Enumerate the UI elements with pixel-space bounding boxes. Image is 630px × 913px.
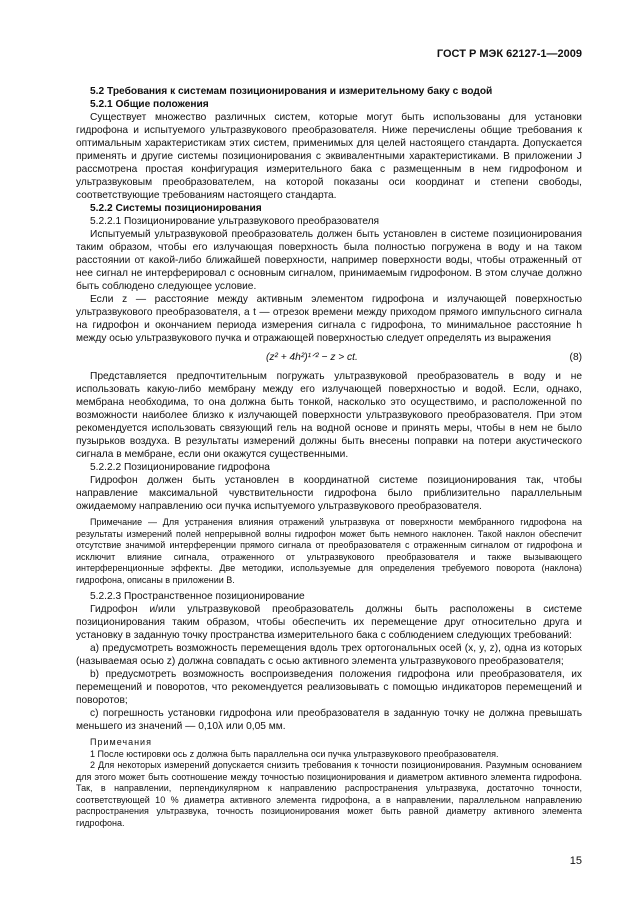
formula bbox=[76, 349, 582, 367]
paragraph: Если z — расстояние между активным элементом гидрофона и излучающей поверхностью ультразвукового преобразователя, а t — отрезок времени между приходом прямого импульсного сигнала на гидрофон и окончанием периода измерения сигнала с гидрофона, то минимальное расстояние h между осью ультразвукового пучка и отражающей поверхностью следует определять из выражения bbox=[76, 294, 582, 344]
page-number: 15 bbox=[569, 855, 582, 867]
notes-block bbox=[76, 737, 582, 829]
section-heading-5-2-2: 5.2.2 Системы позиционирования bbox=[90, 203, 262, 214]
subsection-heading: 5.2.2.1 Позиционирование ультразвукового преобразователя bbox=[90, 216, 380, 227]
document-header: ГОСТ Р МЭК 62127-1—2009 bbox=[436, 48, 582, 60]
subsection-heading: 5.2.2.3 Пространственное позиционирование bbox=[90, 591, 305, 602]
section-heading-5-2-1: 5.2.1 Общие положения bbox=[90, 99, 209, 110]
paragraph: Гидрофон должен быть установлен в координатной системе позиционирования так, чтобы направление максимальной чувствительности гидрофона было приблизительно параллельным ожидаемому направлению оси пучка испытуемого ультразвукового преобразователя. bbox=[76, 475, 582, 512]
list-item: а) предусмотреть возможность перемещения вдоль трех ортогональных осей (x, y, z), одна из которых (называемая осью z) должна совпадать с осью активного элемента ультразвукового преобразователя; bbox=[76, 643, 582, 667]
formula-expression: (z² + 4h²)¹ᐟ² − z > ct. bbox=[266, 352, 358, 363]
paragraph: Испытуемый ультразвуковой преобразователь должен быть установлен в системе позиционирования таким образом, чтобы его излучающая поверхность была полностью погружена в воду и на таком расстоянии от какой-либо ближайшей поверхности, например поверхности воды, чтобы отраженный от нее сигнал не интерферировал с основным сигналом, принимаемым гидрофоном. В этом случае должно быть соблюдено следующее условие. bbox=[76, 229, 582, 292]
list-item: c) погрешность установки гидрофона или преобразователя в заданную точку не должна превышать меньшего из значений — 0,10λ или 0,05 мм. bbox=[76, 708, 582, 732]
paragraph: Представляется предпочтительным погружать ультразвуковой преобразователь в воду и не использовать какую-либо мембрану между его излучающей поверхностью и водой. Если, однако, мембрана необходима, то она должна быть тонкой, насколько это осуществимо, и расположенной по возможности наиболее близко к излучающей поверхности ультразвукового преобразователя. При этом рекомендуется использовать связующий гель на водной основе и принять меры, чтобы в нем не было пузырьков воздуха. В результаты измерений должны быть внесены поправки на потери акустического сигнала в мембране, если они окажутся существенными. bbox=[76, 371, 582, 460]
paragraph: Существует множество различных систем, которые могут быть использованы для установки гидрофона и испытуемого ультразвукового преобразователя. Ниже перечислены общие требования к оптимальным характеристикам этих систем, применимых для целей настоящего стандарта. Допускается применять и другие системы позиционирования с эквивалентными характеристиками. В приложении J рассмотрена простая конфигурация измерительного бака с размещенным в нем гидрофоном и ультразвуковым преобразователем, на которой показаны оси координат и степени свободы, соответствующие требованиям настоящего стандарта. bbox=[76, 112, 582, 201]
document-body bbox=[76, 85, 582, 829]
paragraph: Гидрофон и/или ультразвуковой преобразователь должны быть расположены в системе позиционирования таким образом, чтобы обеспечить их перемещение друг относительно друга и установку в заданную точку пространства измерительного бака с соблюдением следующих требований: bbox=[76, 604, 582, 641]
list-item: b) предусмотреть возможность воспроизведения положения гидрофона или преобразователя, их перемещений и поворотов, что рекомендуется реализовывать с помощью индикаторов перемещений и поворотов; bbox=[76, 669, 582, 706]
formula-number: (8) bbox=[569, 352, 582, 363]
note-block bbox=[76, 517, 582, 586]
note-item: 2 Для некоторых измерений допускается снизить требования к точности позиционирования. Разумным основанием для этого может быть соотношение между точностью позиционирования и диаметром активного элемента гидрофона. Так, в направлении, перпендикулярном к направлению распространения ультразвука, достаточно точности, соответствующей 10 % диаметра активного элемента гидрофона, а в направлении, параллельном направлению распространения ультразвука, точность позиционирования может быть равной диаметру активного элемента гидрофона. bbox=[76, 760, 582, 828]
note-text: Примечание — Для устранения влияния отражений ультразвука от поверхности мембранного гидрофона на результаты измерений полей непрерывной волны гидрофон может быть немного наклонен. Такой наклон обеспечит отсутствие значимой интерференции прямого сигнала от преобразователя с отраженным сигналом от гидрофона и исключит влияние сигнала, отраженного от ультразвукового преобразователя и также вызывающего интерференционные эффекты. Две методики, используемые для определения требуемого поворота (наклона) гидрофона, описаны в приложении В. bbox=[76, 517, 582, 585]
notes-heading: Примечания bbox=[90, 737, 152, 747]
section-heading-5-2: 5.2 Требования к системам позиционирования и измерительному баку с водой bbox=[90, 86, 493, 97]
subsection-heading: 5.2.2.2 Позиционирование гидрофона bbox=[90, 462, 270, 473]
note-item: 1 После юстировки ось z должна быть параллельна оси пучка ультразвукового преобразователя. bbox=[90, 748, 499, 759]
